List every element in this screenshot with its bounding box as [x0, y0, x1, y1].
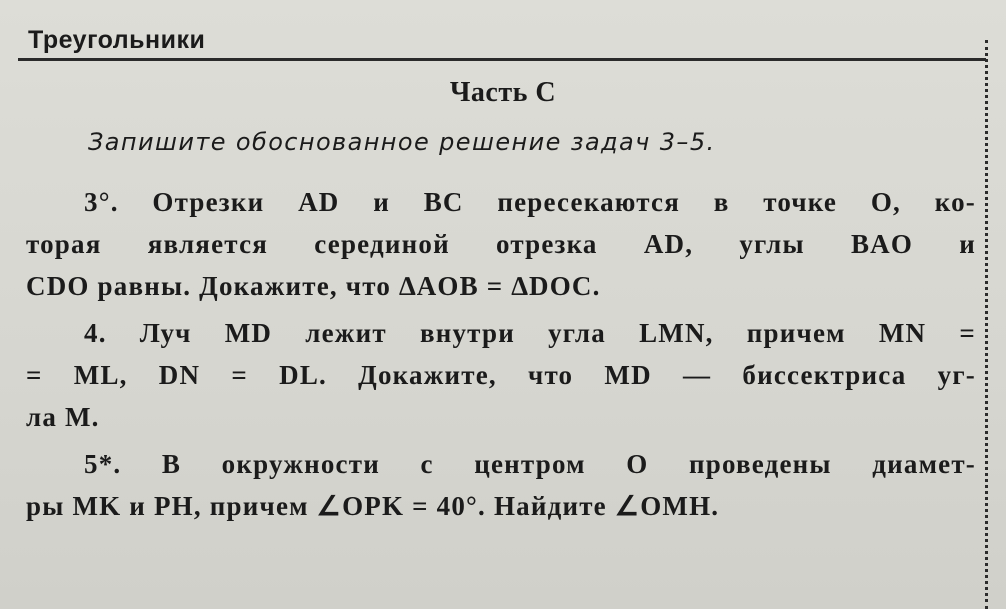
problem-5 — [26, 443, 976, 527]
problem-3 — [26, 181, 976, 307]
part-title: Часть С — [449, 77, 557, 108]
instruction-text: Запишите обоснованное решение задач 3–5. — [88, 128, 716, 156]
problem-line: ла M. — [26, 402, 100, 432]
problem-line: 5*. В окружности с центром O проведены диамет- — [84, 449, 976, 479]
problem-line: CDO равны. Докажите, что ∆AOB = ∆DOC. — [26, 271, 601, 301]
section-header — [18, 24, 986, 61]
problem-line: = ML, DN = DL. Докажите, что MD — биссектриса уг- — [26, 360, 976, 390]
problem-line: 3°. Отрезки AD и BC пересекаются в точке O, ко- — [84, 187, 976, 217]
problem-line: торая является серединой отрезка AD, углы BAO и — [26, 229, 976, 259]
section-title: Треугольники — [28, 26, 206, 54]
problem-line: ры MK и PH, причем ∠OPK = 40°. Найдите ∠OMH. — [26, 491, 720, 521]
problem-4 — [26, 312, 976, 438]
problem-line: 4. Луч MD лежит внутри угла LMN, причем MN = — [84, 318, 976, 348]
dotted-cut-line — [985, 40, 994, 609]
